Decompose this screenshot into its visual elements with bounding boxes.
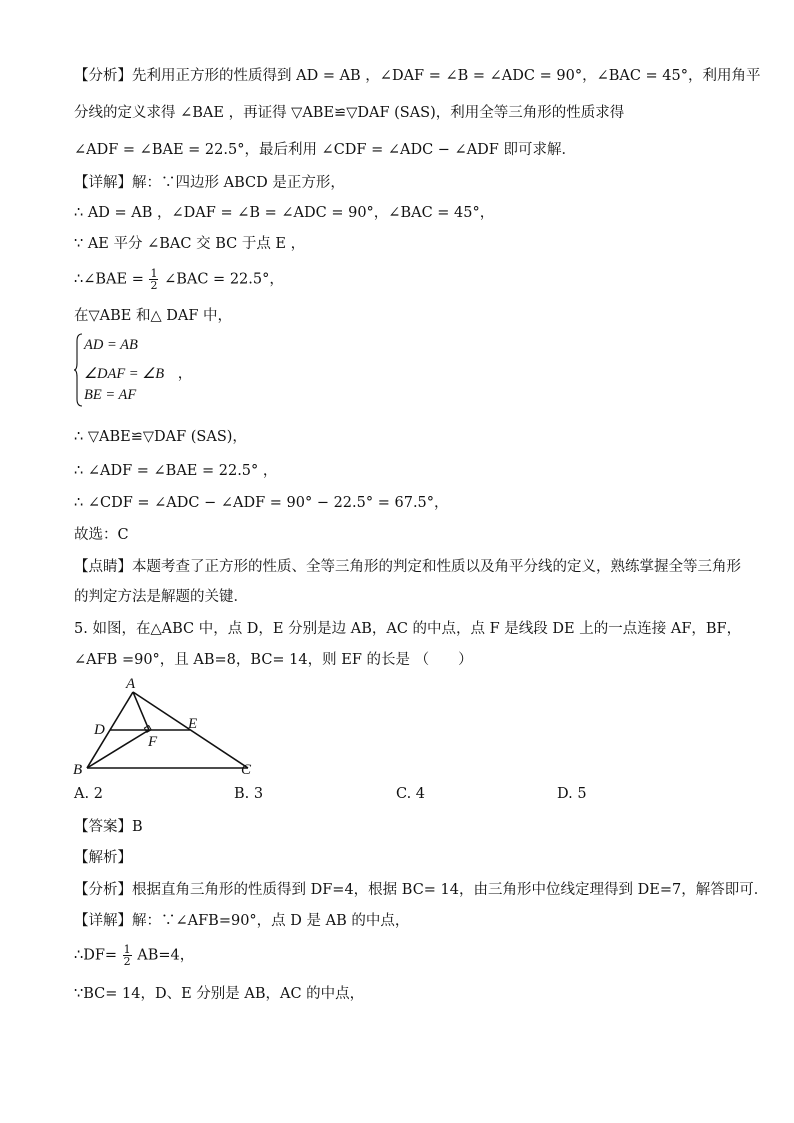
detail-line-6: ∴ ▽ABE≌▽DAF (SAS)， [74, 429, 247, 445]
detail-5-line-2-post: AB=4， [137, 947, 195, 964]
analysis-head-5: 【解析】 [74, 850, 132, 866]
detail-line-7: ∴ ∠ADF = ∠BAE = 22.5° ， [74, 463, 278, 479]
analysis-5: 【分析】根据直角三角形的性质得到 DF=4，根据 BC= 14，由三角形中位线定理得到 DE=7，解答即可． [74, 882, 769, 898]
system-row-2 [84, 362, 192, 383]
detail-line-5: 在▽ABE 和△ DAF 中， [74, 308, 232, 324]
option-b: B. 3 [234, 786, 264, 802]
detail-line-4 [74, 268, 284, 291]
answer-5: 【答案】B [74, 819, 143, 835]
detail-5-line-2-pre: ∴DF= [74, 947, 118, 964]
label-B: B [73, 762, 83, 778]
system-row-3: BE = AF [84, 387, 137, 403]
question-5-line-2: ∠AFB =90°，且 AB=8，BC= 14，则 EF 的长是 （ ） [74, 652, 473, 668]
triangle-figure [70, 672, 270, 784]
question-5-line-1: 5. 如图，在△ABC 中，点 D，E 分别是边 AB，AC 的中点，点 F 是线段 DE 上的一点连接 AF，BF， [74, 621, 742, 637]
option-c: C. 4 [396, 786, 426, 802]
detail-5-line-3: ∵BC= 14，D、E 分别是 AB，AC 的中点， [74, 986, 365, 1002]
detail-line-8: ∴ ∠CDF = ∠ADC − ∠ADF = 90° − 22.5° = 67.5°， [74, 495, 449, 511]
analysis-line-3: ∠ADF = ∠BAE = 22.5°，最后利用 ∠CDF = ∠ADC − ∠ADF 即可求解． [74, 142, 576, 158]
fraction-half [149, 268, 158, 291]
system-row-2-tail: ， [177, 366, 193, 382]
detail-line-2: ∴ AD = AB ，∠DAF = ∠B = ∠ADC = 90°，∠BAC = 45°， [74, 205, 495, 221]
fraction-numerator: 1 [150, 267, 158, 280]
label-E: E [188, 716, 198, 732]
detail-line-1: 【详解】解：∵四边形 ABCD 是正方形， [74, 175, 345, 191]
option-d: D. 5 [557, 786, 587, 802]
equation-system [74, 333, 214, 411]
label-C: C [241, 762, 252, 778]
comment-line-1: 【点睛】本题考查了正方形的性质、全等三角形的判定和性质以及角平分线的定义，熟练掌握全等三角形 [74, 559, 741, 575]
detail-choice: 故选：C [74, 527, 129, 543]
detail-line-4-pre: ∴∠BAE = [74, 271, 144, 288]
label-A: A [126, 676, 136, 692]
system-row-2-text: ∠DAF = ∠B [84, 366, 165, 382]
detail-5-line-1: 【详解】解：∵∠AFB=90°，点 D 是 AB 的中点， [74, 913, 410, 929]
detail-5-line-2 [74, 944, 194, 967]
detail-line-3: ∵ AE 平分 ∠BAC 交 BC 于点 E ， [74, 236, 306, 252]
analysis-line-2: 分线的定义求得 ∠BAE ，再证得 ▽ABE≌▽DAF (SAS)，利用全等三角形的性质求得 [74, 105, 625, 121]
option-a: A. 2 [74, 786, 103, 802]
fraction-numerator-2: 1 [123, 943, 131, 956]
fraction-half-2 [123, 944, 132, 967]
label-D: D [94, 722, 105, 738]
comment-line-2: 的判定方法是解题的关键． [74, 589, 248, 605]
label-F: F [148, 734, 158, 750]
fraction-denominator: 2 [150, 279, 158, 292]
detail-line-4-post: ∠BAC = 22.5°， [164, 271, 284, 288]
system-row-1: AD = AB [84, 337, 138, 353]
left-brace-icon [74, 333, 84, 407]
fraction-denominator-2: 2 [123, 955, 131, 968]
analysis-line-1: 【分析】先利用正方形的性质得到 AD = AB ，∠DAF = ∠B = ∠ADC = 90°，∠BAC = 45°，利用角平 [74, 68, 761, 84]
